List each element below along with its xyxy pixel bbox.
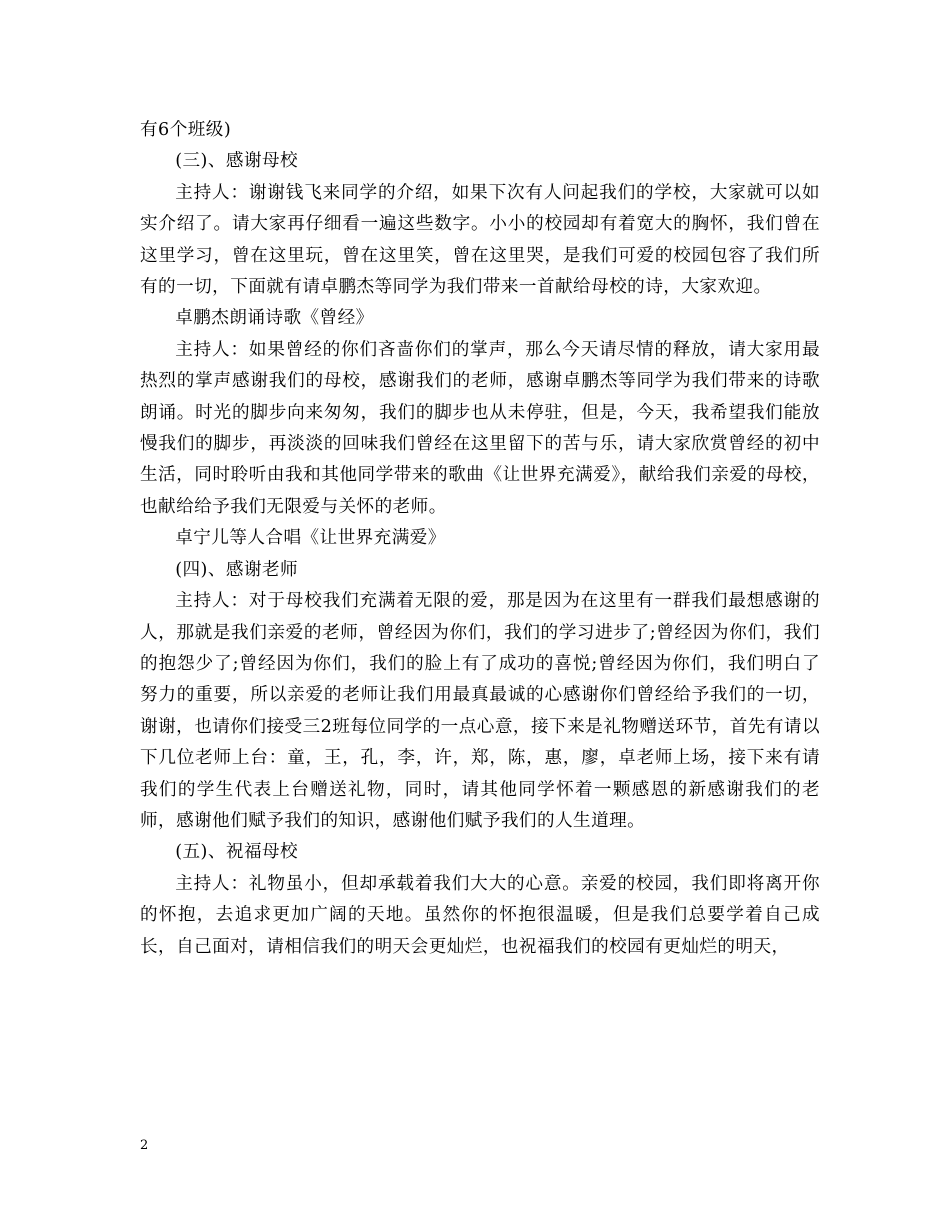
paragraph-host-thank-teachers: 主持人：对于母校我们充满着无限的爱，那是因为在这里有一群我们最想感谢的人，那就是我们亲爱的老师，曾经因为你们，我们的学习进步了;曾经因为你们，我们的抱怨少了;曾经因为你们，我们的脸上有了成功的喜悦;曾经因为你们，我们明白了努力的重要，所以亲爱的老师让我们用最真最诚的心感谢你们曾经给予我们的一切，谢谢，也请你们接受三2班每位同学的一点心意，接下来是礼物赠送环节，首先有请以下几位老师上台：童，王，孔，李，许，郑，陈，惠，廖，卓老师上场，接下来有请我们的学生代表上台赠送礼物，同时，请其他同学怀着一颗感恩的新感谢我们的老师，感谢他们赋予我们的知识，感谢他们赋予我们的人生道理。	[140, 591, 820, 831]
section-heading-thank-teachers: (四)、感谢老师	[175, 559, 299, 580]
page-number: 2	[140, 1138, 149, 1153]
program-item-poem-recitation: 卓鹏杰朗诵诗歌《曾经》	[175, 308, 374, 329]
program-item-chorus: 卓宁儿等人合唱《让世界充满爱》	[175, 528, 446, 549]
section-heading-bless-school: (五)、祝福母校	[175, 842, 299, 863]
paragraph-host-intro-poem: 主持人：谢谢钱飞来同学的介绍，如果下次有人问起我们的学校，大家就可以如实介绍了。请大家再仔细看一遍这些数字。小小的校园却有着宽大的胸怀，我们曾在这里学习，曾在这里玩，曾在这里笑，曾在这里哭，是我们可爱的校园包容了我们所有的一切，下面就有请卓鹏杰等同学为我们带来一首献给母校的诗，大家欢迎。	[140, 182, 820, 298]
document-body	[140, 115, 820, 963]
paragraph-host-intro-song: 主持人：如果曾经的你们吝啬你们的掌声，那么今天请尽情的释放，请大家用最热烈的掌声感谢我们的母校，感谢我们的老师，感谢卓鹏杰等同学为我们带来的诗歌朗诵。时光的脚步向来匆匆，我们的脚步也从未停驻，但是，今天，我希望我们能放慢我们的脚步，再淡淡的回味我们曾经在这里留下的苦与乐，请大家欣赏曾经的初中生活，同时聆听由我和其他同学带来的歌曲《让世界充满爱》，献给我们亲爱的母校，也献给给予我们无限爱与关怀的老师。	[140, 339, 820, 517]
paragraph-host-blessing: 主持人：礼物虽小，但却承载着我们大大的心意。亲爱的校园，我们即将离开你的怀抱，去追求更加广阔的天地。虽然你的怀抱很温暖，但是我们总要学着自己成长，自己面对，请相信我们的明天会更灿烂，也祝福我们的校园有更灿烂的明天，	[140, 873, 820, 957]
paragraph-class-count-end: 有6个班级)	[140, 120, 232, 140]
section-heading-thank-school: (三)、感谢母校	[175, 151, 299, 172]
